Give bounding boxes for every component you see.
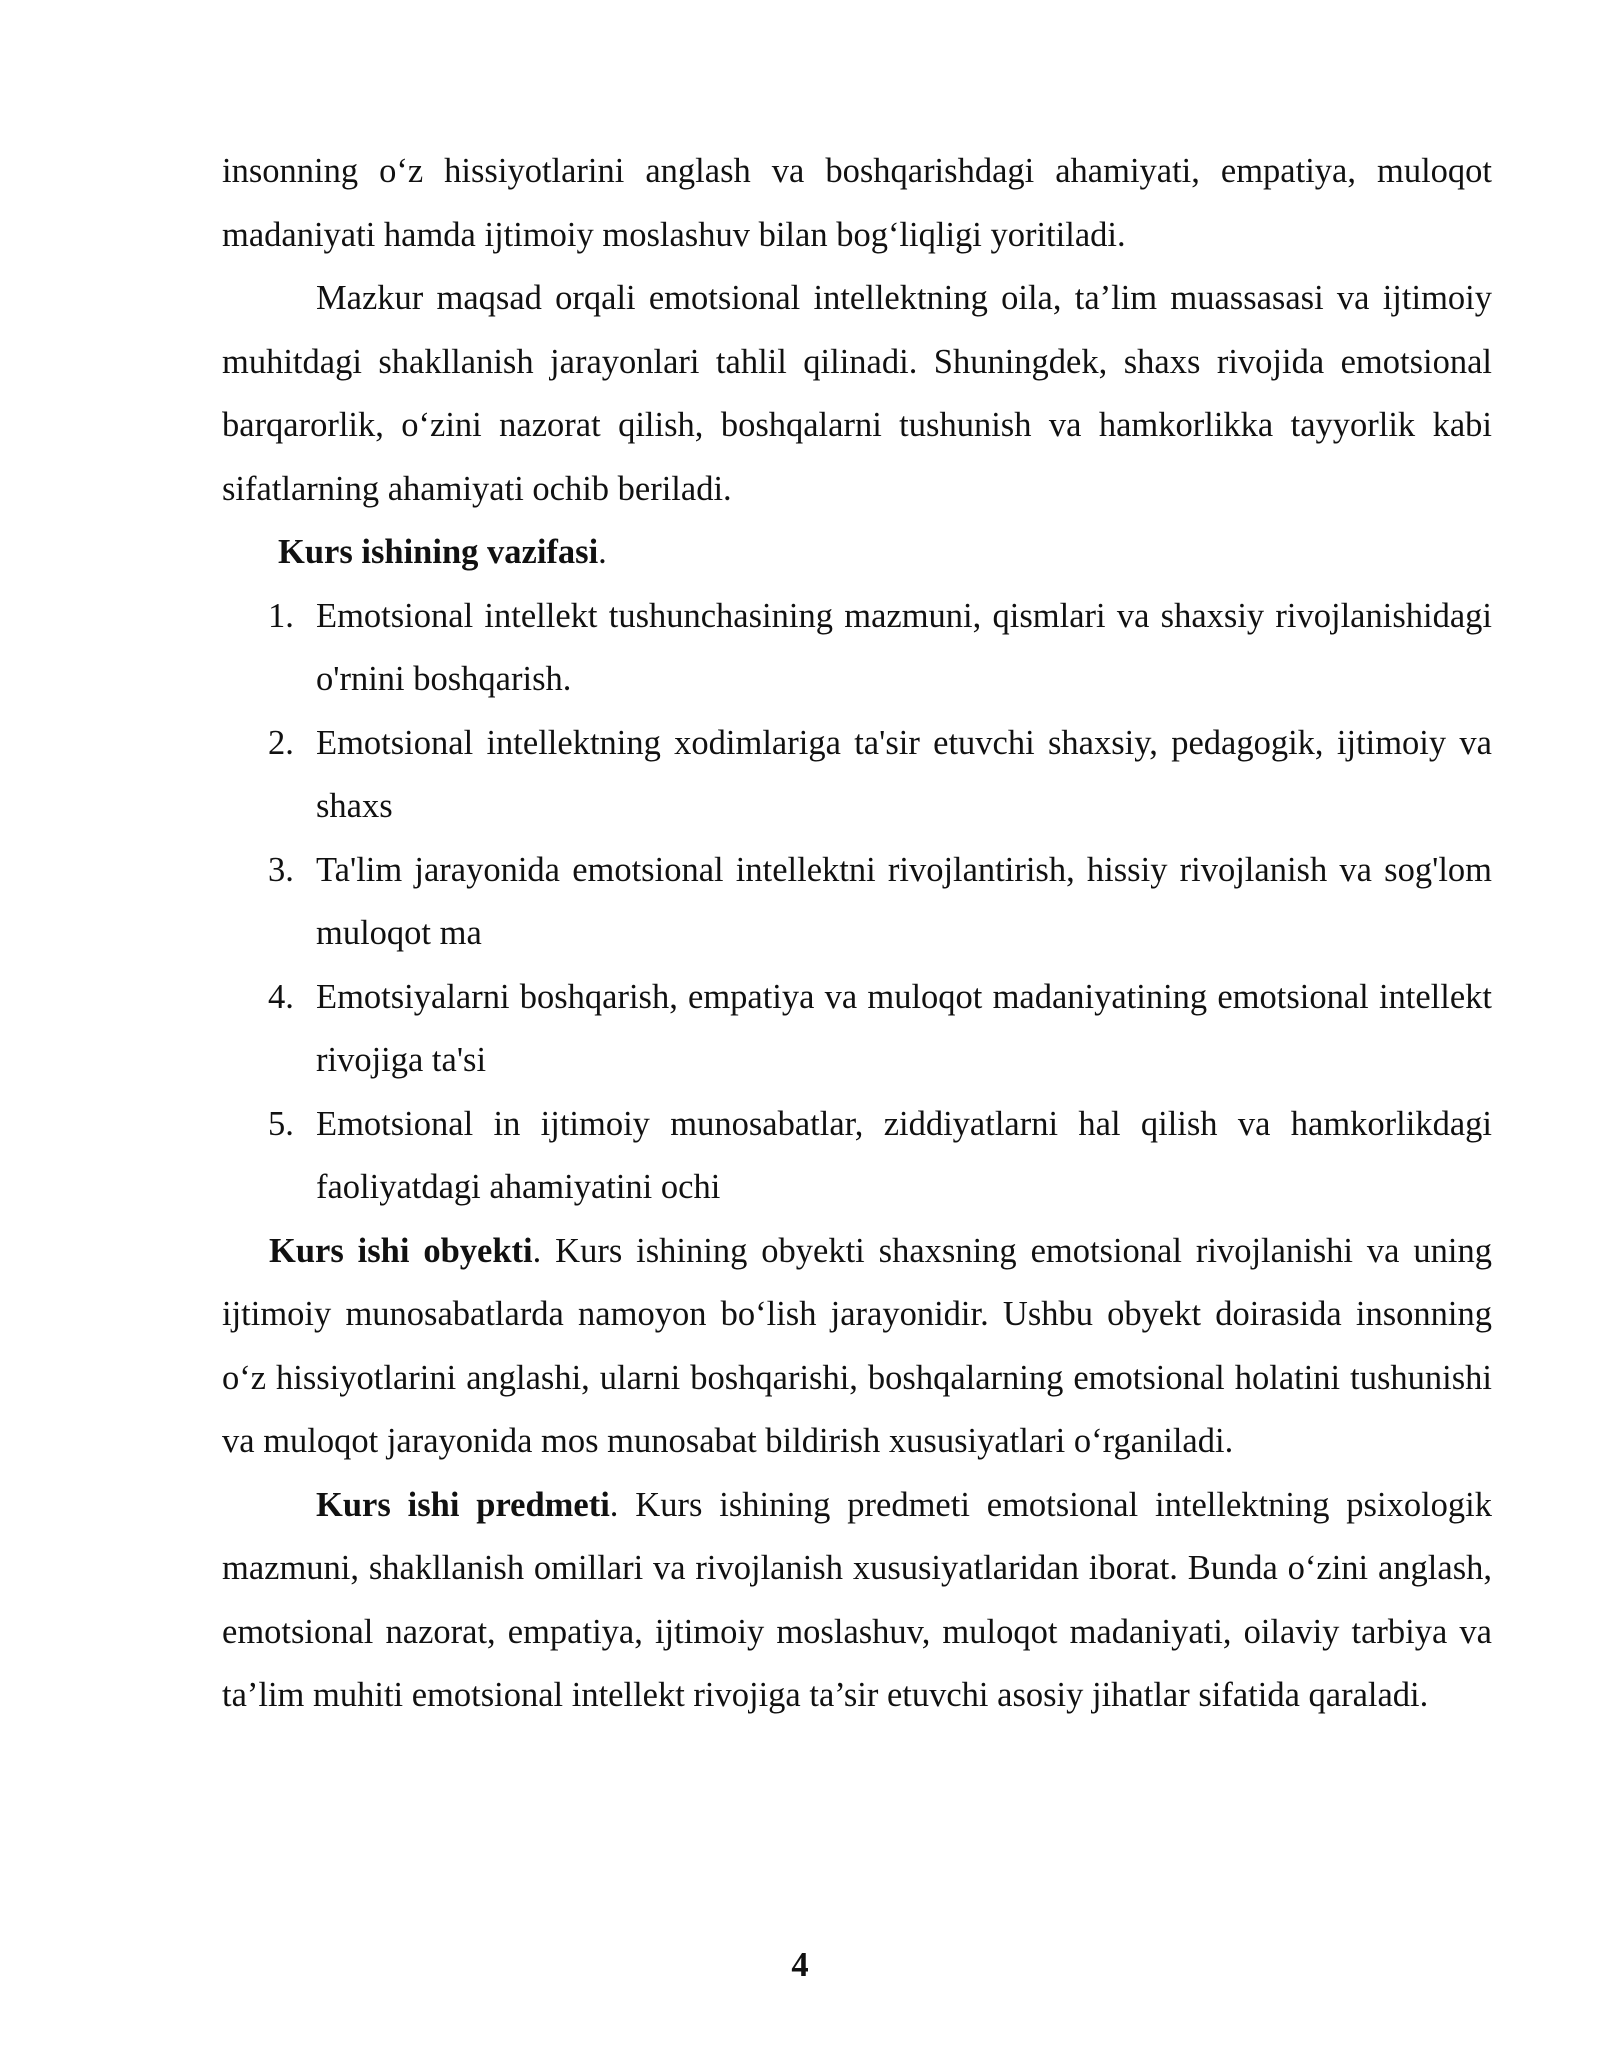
subject-text: . Kurs ishining predmeti emotsional intellektning psixologik mazmuni, shakllanish omillari va rivojlanish xususiyatlaridan iborat. Bunda o‘zini anglash, emotsional nazorat, empatiya, ijtimoiy moslashuv, muloqot madaniyati, oilaviy tarbiya va ta’lim muhiti emotsional intellekt rivojiga ta’sir etuvchi asosiy jihatlar sifatida qaraladi. — [222, 1485, 1492, 1714]
goal-paragraph: Mazkur maqsad orqali emotsional intellektning oila, ta’lim muassasasi va ijtimoiy muhitdagi shakllanish jarayonlari tahlil qilinadi. Shuningdek, shaxs rivojida emotsional barqarorlik, o‘zini nazorat qilish, boshqalarni tushunish va hamkorlikka tayyorlik kabi sifatlarning ahamiyati ochib beriladi. — [222, 279, 1492, 508]
list-item — [222, 839, 1492, 966]
list-item — [222, 585, 1492, 712]
object-heading: Kurs ishi obyekti — [269, 1231, 533, 1270]
list-item-text: Emotsional intellekt tushunchasining mazmuni, qismlari va shaxsiy rivojlanishidagi o'rnini boshqarish. — [316, 596, 1492, 698]
intro-continuation-paragraph: insonning o‘z hissiyotlarini anglash va boshqarishdagi ahamiyati, empatiya, muloqot madaniyati hamda ijtimoiy moslashuv bilan bog‘liqligi yoritiladi. — [222, 152, 1492, 254]
list-item-text: Ta'lim jarayonida emotsional intellektni rivojlantirish, hissiy rivojlanish va sog'lom muloqot ma — [316, 850, 1492, 952]
list-item-number: 5. — [268, 1104, 294, 1143]
list-item-text: Emotsional intellektning xodimlariga ta'sir etuvchi shaxsiy, pedagogik, ijtimoiy va shaxs — [316, 723, 1492, 825]
list-item-text: Emotsional in ijtimoiy munosabatlar, ziddiyatlarni hal qilish va hamkorlikdagi faoliyatdagi ahamiyatini ochi — [316, 1104, 1492, 1206]
list-item-number: 4. — [268, 977, 294, 1016]
page-number: 4 — [791, 1946, 809, 1984]
list-item — [222, 1093, 1492, 1220]
subject-paragraph — [222, 1474, 1492, 1728]
list-item — [222, 712, 1492, 839]
subject-heading: Kurs ishi predmeti — [316, 1485, 610, 1524]
tasks-heading-line — [222, 521, 1492, 585]
list-item-number: 2. — [268, 723, 294, 762]
list-item-number: 1. — [268, 596, 294, 635]
document-body — [222, 140, 1492, 1728]
object-text: . Kurs ishining obyekti shaxsning emotsional rivojlanishi va uning ijtimoiy munosabatlarda namoyon bo‘lish jarayonidir. Ushbu obyekt doirasida insonning o‘z hissiyotlarini anglashi, ularni boshqarishi, boshqalarning emotsional holatini tushunishi va muloqot jarayonida mos munosabat bildirish xususiyatlari o‘rganiladi. — [222, 1231, 1492, 1460]
list-item — [222, 966, 1492, 1093]
tasks-list — [222, 585, 1492, 1220]
list-item-text: Emotsiyalarni boshqarish, empatiya va muloqot madaniyatining emotsional intellekt rivojiga ta'si — [316, 977, 1492, 1079]
object-paragraph — [222, 1220, 1492, 1474]
list-item-number: 3. — [268, 850, 294, 889]
tasks-heading-suffix: . — [598, 533, 607, 571]
tasks-heading: Kurs ishining vazifasi — [278, 533, 599, 571]
